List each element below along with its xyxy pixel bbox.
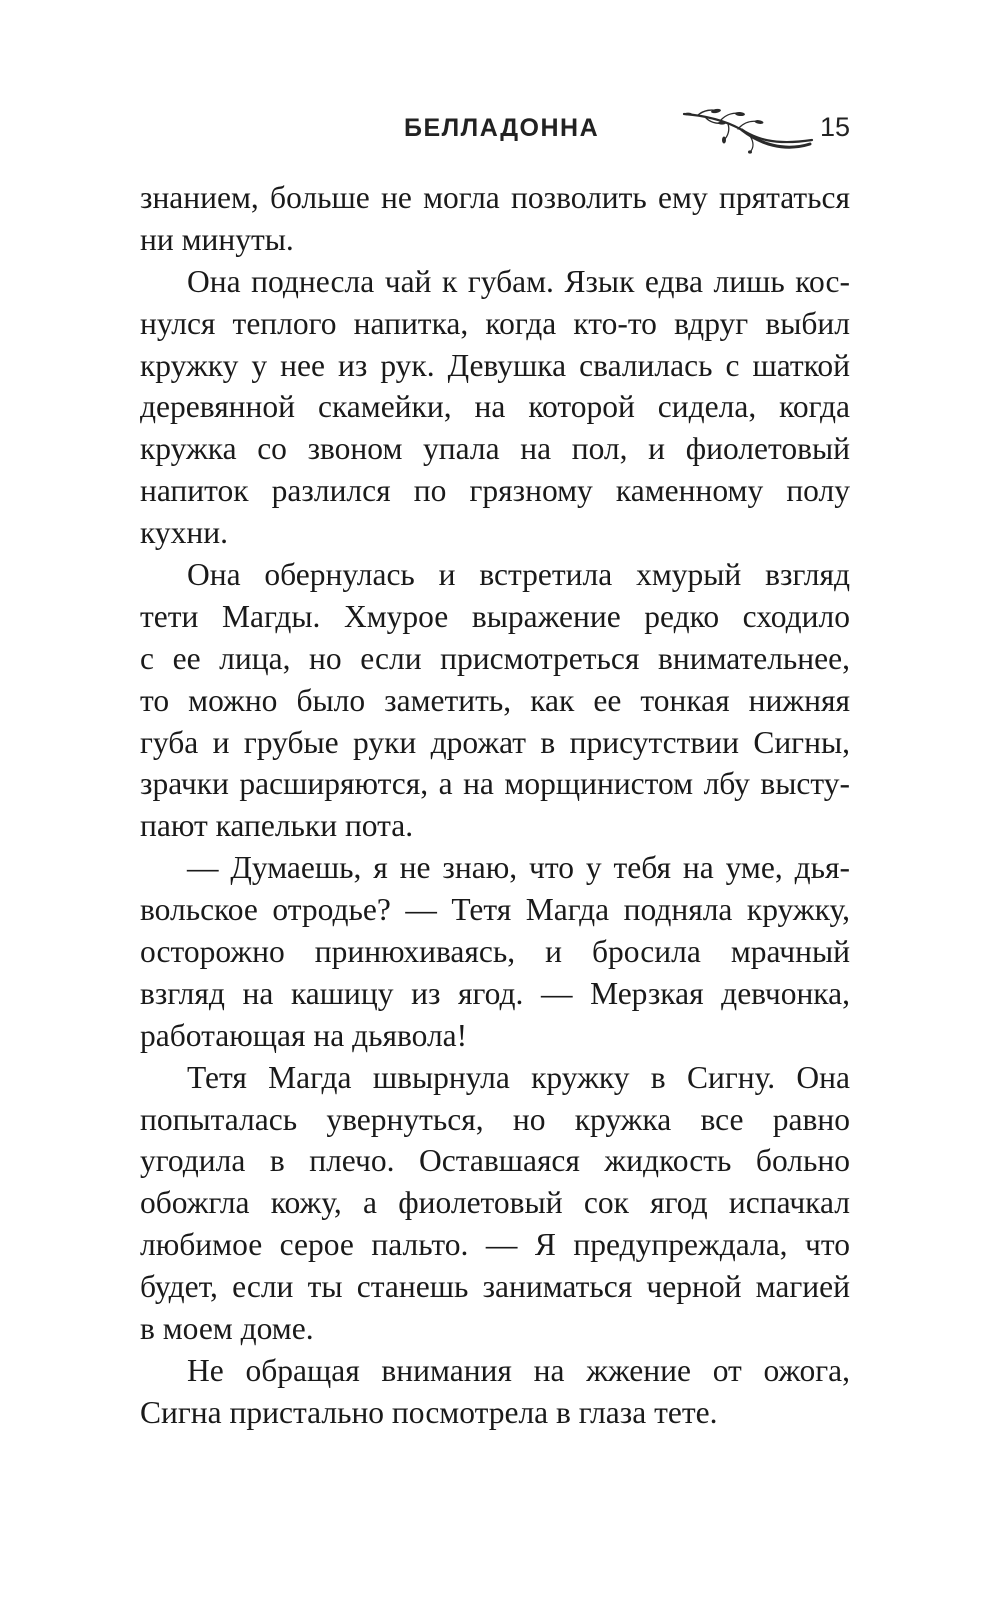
text-line: кружка со звоном упала на пол, и фиолетовый: [140, 431, 850, 467]
text-line: Сигна пристально посмотрела в глаза тете.: [140, 1394, 718, 1430]
text-line: — Думаешь, я не знаю, что у тебя на уме, дья-: [187, 850, 850, 886]
text-line: зрачки расширяются, а на морщинистом лбу высту-: [140, 766, 850, 802]
text-line: то можно было заметить, как ее тонкая нижняя: [140, 682, 850, 718]
text-line: угодила в плечо. Оставшаяся жидкость больно: [140, 1143, 850, 1179]
text-line: кружку у нее из рук. Девушка свалилась с шаткой: [140, 347, 850, 383]
text-line: Она поднесла чай к губам. Язык едва лишь кос-: [187, 263, 850, 299]
text-line: кухни.: [140, 515, 228, 551]
text-line: тети Магды. Хмурое выражение редко сходило: [140, 598, 850, 634]
page-number: 15: [819, 112, 850, 142]
running-title: БЕЛЛАДОННА: [404, 114, 600, 142]
text-line: Тетя Магда швырнула кружку в Сигну. Она: [187, 1059, 850, 1095]
running-head: [140, 108, 850, 152]
body-text: [140, 177, 850, 1434]
text-line: знанием, больше не могла позволить ему прятаться: [140, 180, 850, 215]
text-line: попыталась увернуться, но кружка все равно: [140, 1101, 850, 1137]
text-line: с ее лица, но если присмотреться внимательнее,: [140, 640, 850, 676]
text-line: ни минуты.: [140, 221, 294, 257]
text-line: пают капельки пота.: [140, 808, 414, 844]
text-line: нулся теплого напитка, когда кто-то вдруг выбил: [140, 305, 850, 341]
text-line: любимое серое пальто. — Я предупреждала, что: [140, 1227, 850, 1263]
text-line: будет, если ты станешь заниматься черной магией: [140, 1269, 850, 1305]
belladonna-sprig-icon: [680, 108, 815, 154]
text-line: напиток разлился по грязному каменному полу: [140, 473, 850, 509]
text-line: работающая на дьявола!: [140, 1017, 468, 1053]
text-line: Она обернулась и встретила хмурый взгляд: [187, 557, 850, 593]
text-line: Не обращая внимания на жжение от ожога,: [187, 1352, 850, 1388]
text-line: деревянной скамейки, на которой сидела, когда: [140, 389, 850, 425]
text-line: вольское отродье? — Тетя Магда подняла кружку,: [140, 892, 850, 928]
text-line: губа и грубые руки дрожат в присутствии Сигны,: [140, 724, 850, 760]
text-line: осторожно принюхиваясь, и бросила мрачный: [140, 934, 850, 970]
text-line: в моем доме.: [140, 1311, 314, 1347]
text-line: обожгла кожу, а фиолетовый сок ягод испачкал: [140, 1185, 850, 1221]
text-line: взгляд на кашицу из ягод. — Мерзкая девчонка,: [140, 975, 850, 1011]
